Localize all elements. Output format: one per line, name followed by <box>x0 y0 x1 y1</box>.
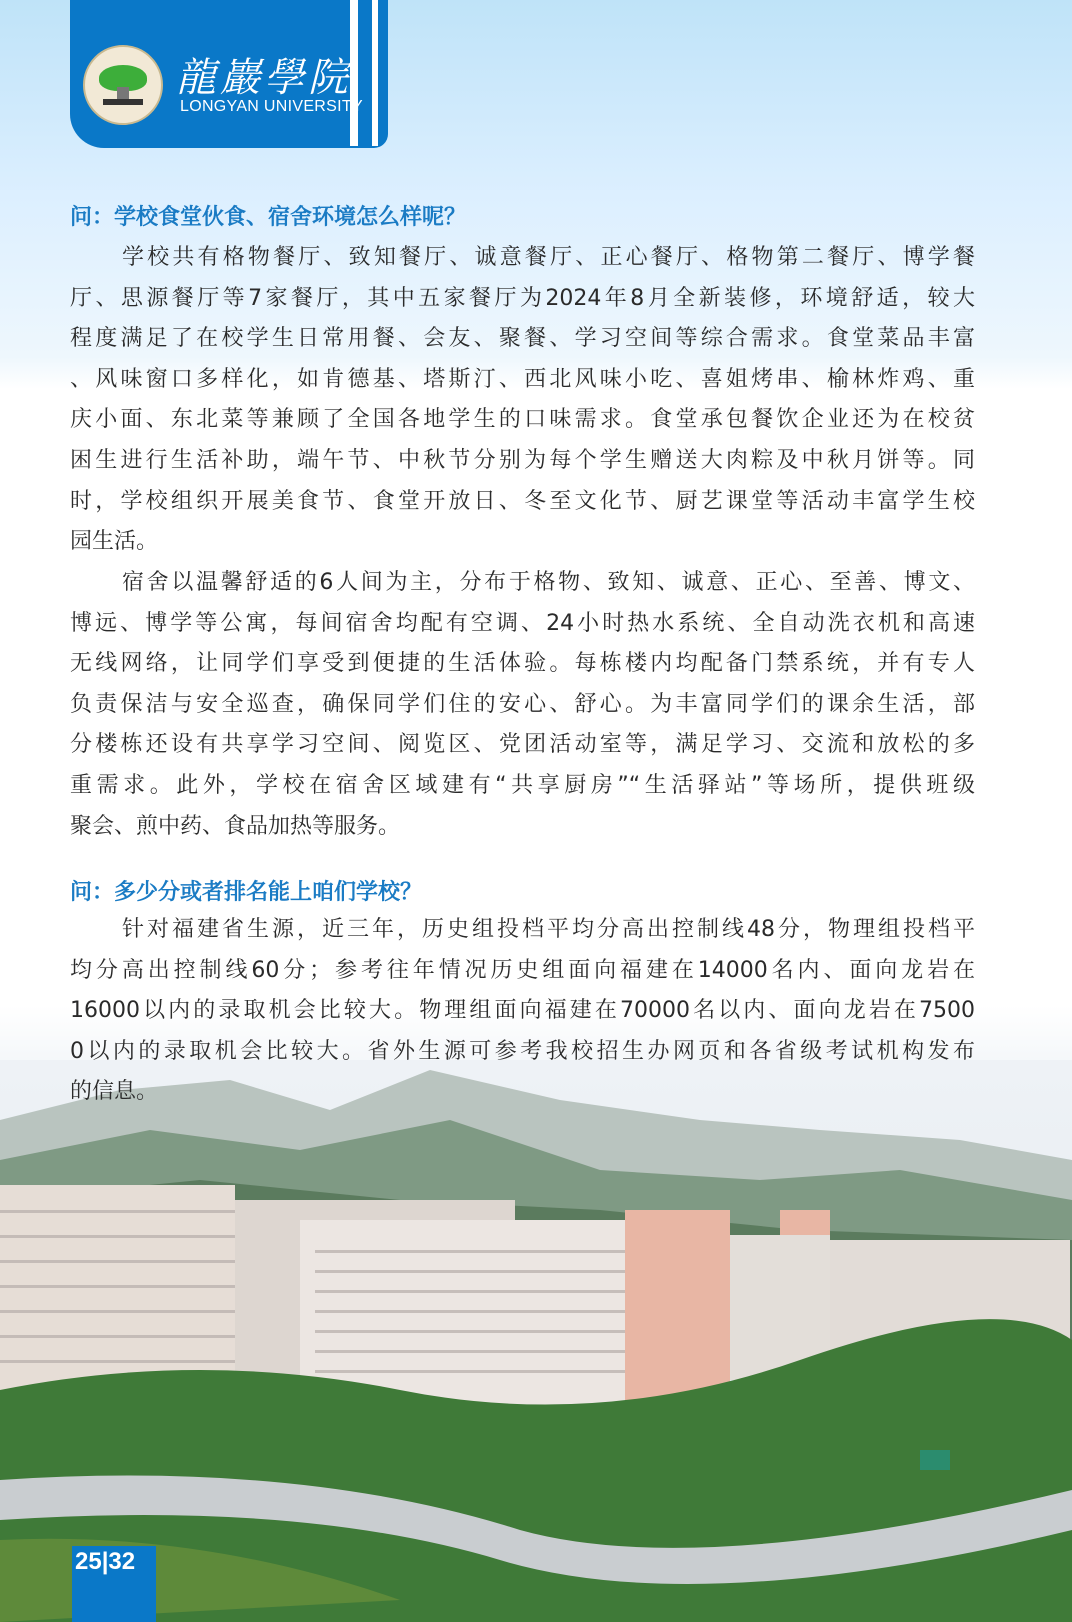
school-name-en: LONGYAN UNIVERSITY <box>180 98 363 115</box>
paragraph-line: 博远、博学等公寓，每间宿舍均配有空调、24小时热水系统、全自动洗衣机和高速 <box>70 610 975 636</box>
paragraph-line: 宿舍以温馨舒适的6人间为主，分布于格物、致知、诚意、正心、至善、博文、 <box>122 570 975 595</box>
seal-band <box>103 99 143 105</box>
campus-dormitory-photo <box>0 1060 1072 1622</box>
school-name-cn: 龍巖學院 <box>176 55 352 101</box>
page-current: 25 <box>75 1548 102 1575</box>
answer-paragraph <box>70 563 975 847</box>
paragraph-line: 、风味窗口多样化，如肯德基、塔斯汀、西北风味小吃、喜姐烤串、榆林炸鸡、重 <box>70 366 975 392</box>
paragraph-line: 厅、思源餐厅等7家餐厅，其中五家餐厅为2024年8月全新装修，环境舒适，较大 <box>70 285 975 311</box>
paragraph-line: 学校共有格物餐厅、致知餐厅、诚意餐厅、正心餐厅、格物第二餐厅、博学餐 <box>122 245 975 270</box>
paragraph-line: 困生进行生活补助，端午节、中秋节分别为每个学生赠送大肉粽及中秋月饼等。同 <box>70 447 975 473</box>
page-separator: | <box>101 1548 109 1575</box>
paragraph-line: 负责保洁与安全巡查，确保同学们住的安心、舒心。为丰富同学们的课余生活，部 <box>70 691 975 717</box>
header-stripe <box>372 0 378 146</box>
paragraph-line: 时，学校组织开展美食节、食堂开放日、冬至文化节、厨艺课堂等活动丰富学生校 <box>70 488 975 514</box>
paragraph-line: 16000以内的录取机会比较大。物理组面向福建在70000名以内、面向龙岩在7500 <box>70 998 975 1024</box>
paragraph-line: 聚会、煎中药、食品加热等服务。 <box>70 813 401 839</box>
paragraph-line: 园生活。 <box>70 529 159 555</box>
paragraph-line: 程度满足了在校学生日常用餐、会友、聚餐、学习空间等综合需求。食堂菜品丰富 <box>70 326 975 352</box>
paragraph-line: 分楼栋还设有共享学习空间、阅览区、党团活动室等，满足学习、交流和放松的多 <box>70 732 975 758</box>
paragraph-line: 庆小面、东北菜等兼顾了全国各地学生的口味需求。食堂承包餐饮企业还为在校贫 <box>70 407 975 433</box>
paragraph-line: 针对福建省生源，近三年，历史组投档平均分高出控制线48分，物理组投档平 <box>122 917 975 942</box>
answer-paragraph <box>70 238 975 563</box>
question-heading: 问：学校食堂伙食、宿舍环境怎么样呢？ <box>70 205 467 230</box>
paragraph-line: 0以内的录取机会比较大。省外生源可参考我校招生办网页和各省级考试机构发布 <box>70 1038 975 1064</box>
paragraph-line: 均分高出控制线60分；参考往年情况历史组面向福建在14000名内、面向龙岩在 <box>70 957 975 983</box>
paragraph-line: 无线网络，让同学们享受到便捷的生活体验。每栋楼内均配备门禁系统，并有专人 <box>70 651 975 677</box>
page-number <box>72 1546 156 1622</box>
paragraph-line: 重需求。此外，学校在宿舍区域建有“共享厨房”“生活驿站”等场所，提供班级 <box>70 772 975 798</box>
answer-paragraph <box>70 910 975 1113</box>
paragraph-line: 的信息。 <box>70 1079 159 1105</box>
university-seal-logo <box>83 45 163 125</box>
page-total: 32 <box>108 1548 136 1575</box>
question-heading: 问：多少分或者排名能上咱们学校？ <box>70 880 423 905</box>
